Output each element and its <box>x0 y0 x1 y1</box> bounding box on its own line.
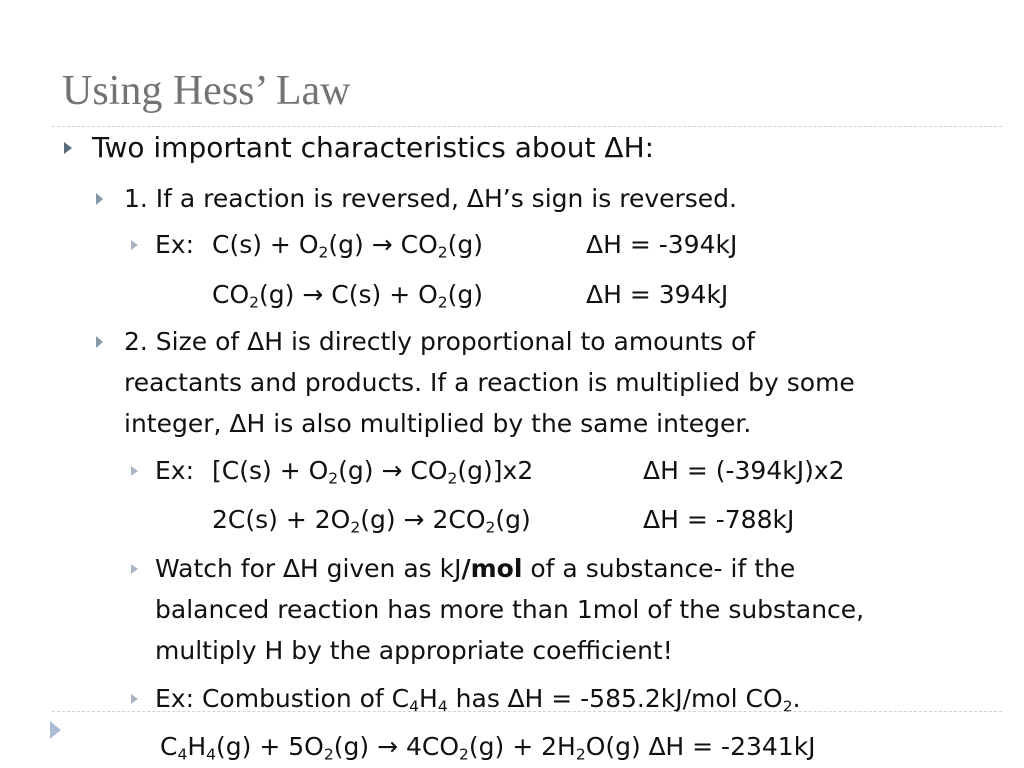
reaction-forward: $C(s) + O_2(g) \to CO_2(g)$ <box>212 230 484 262</box>
bullet-marker <box>131 466 138 476</box>
footer-divider <box>52 711 1002 712</box>
bullet-two-characteristics: Two important characteristics about ΔH: <box>92 131 655 164</box>
rule-proportional-line-2: reactants and products. If a reaction is multiplied by some <box>124 368 855 397</box>
arrow-icon: → <box>377 732 399 761</box>
rule-proportional-line-1: 2. Size of ΔH is directly proportional to amounts of <box>124 327 756 356</box>
example-3-combustion: Ex: Combustion of $C_4H_4$ has ∆H = -585.2kJ/mol $CO_2$. <box>155 684 801 716</box>
bullet-marker <box>96 193 103 205</box>
arrow-icon: → <box>381 456 403 485</box>
enthalpy-forward: ΔH = -394kJ <box>586 230 738 259</box>
example-2-line-b <box>212 507 832 539</box>
title-divider <box>52 126 1002 127</box>
arrow-icon: → <box>403 505 425 534</box>
enthalpy-reverse: ΔH = 394kJ <box>586 280 729 309</box>
reaction-multiplied: $[C(s) + O_2(g) \to CO_2(g)]x2$ <box>212 456 534 488</box>
reaction-reverse: $CO_2(g) \to C(s) + O_2(g)$ <box>212 280 484 312</box>
watch-note-line-2: balanced reaction has more than 1mol of the substance, <box>155 595 865 624</box>
example-prefix: Ex: <box>155 230 195 259</box>
example-1-line-a <box>155 232 795 264</box>
bullet-marker <box>131 694 138 704</box>
bullet-marker <box>131 240 138 250</box>
watch-note-line-1: Watch for ∆H given as kJ/mol of a substance- if the <box>155 554 796 583</box>
arrow-icon: → <box>302 280 324 309</box>
enthalpy-multiplied: ΔH = (-394kJ)x2 <box>643 456 845 485</box>
example-2-line-a <box>155 458 875 490</box>
example-prefix: Ex: <box>155 456 195 485</box>
reaction-doubled: $2C(s) + 2O_2(g) \to 2CO_2(g)$ <box>212 505 531 537</box>
watch-note-line-3: multiply H by the appropriate coefficient! <box>155 636 673 665</box>
slide-nav-arrow-icon[interactable] <box>50 721 61 739</box>
rule-proportional-line-3: integer, ΔH is also multiplied by the same integer. <box>124 409 752 438</box>
bullet-marker <box>64 142 72 154</box>
arrow-icon: → <box>371 230 393 259</box>
rule-reversed: 1. If a reaction is reversed, ΔH’s sign is reversed. <box>124 184 738 213</box>
example-1-line-b <box>212 282 812 314</box>
enthalpy-doubled: ΔH = -788kJ <box>643 505 795 534</box>
example-3-reaction: $C_4H_4(g) + 5O_2(g) \to 4CO_2(g) + 2H_2O(g) \Delta H = -2341kJ$ <box>160 732 816 764</box>
bullet-marker <box>96 336 103 348</box>
slide-title: Using Hess’ Law <box>62 68 351 114</box>
bullet-marker <box>131 564 138 574</box>
